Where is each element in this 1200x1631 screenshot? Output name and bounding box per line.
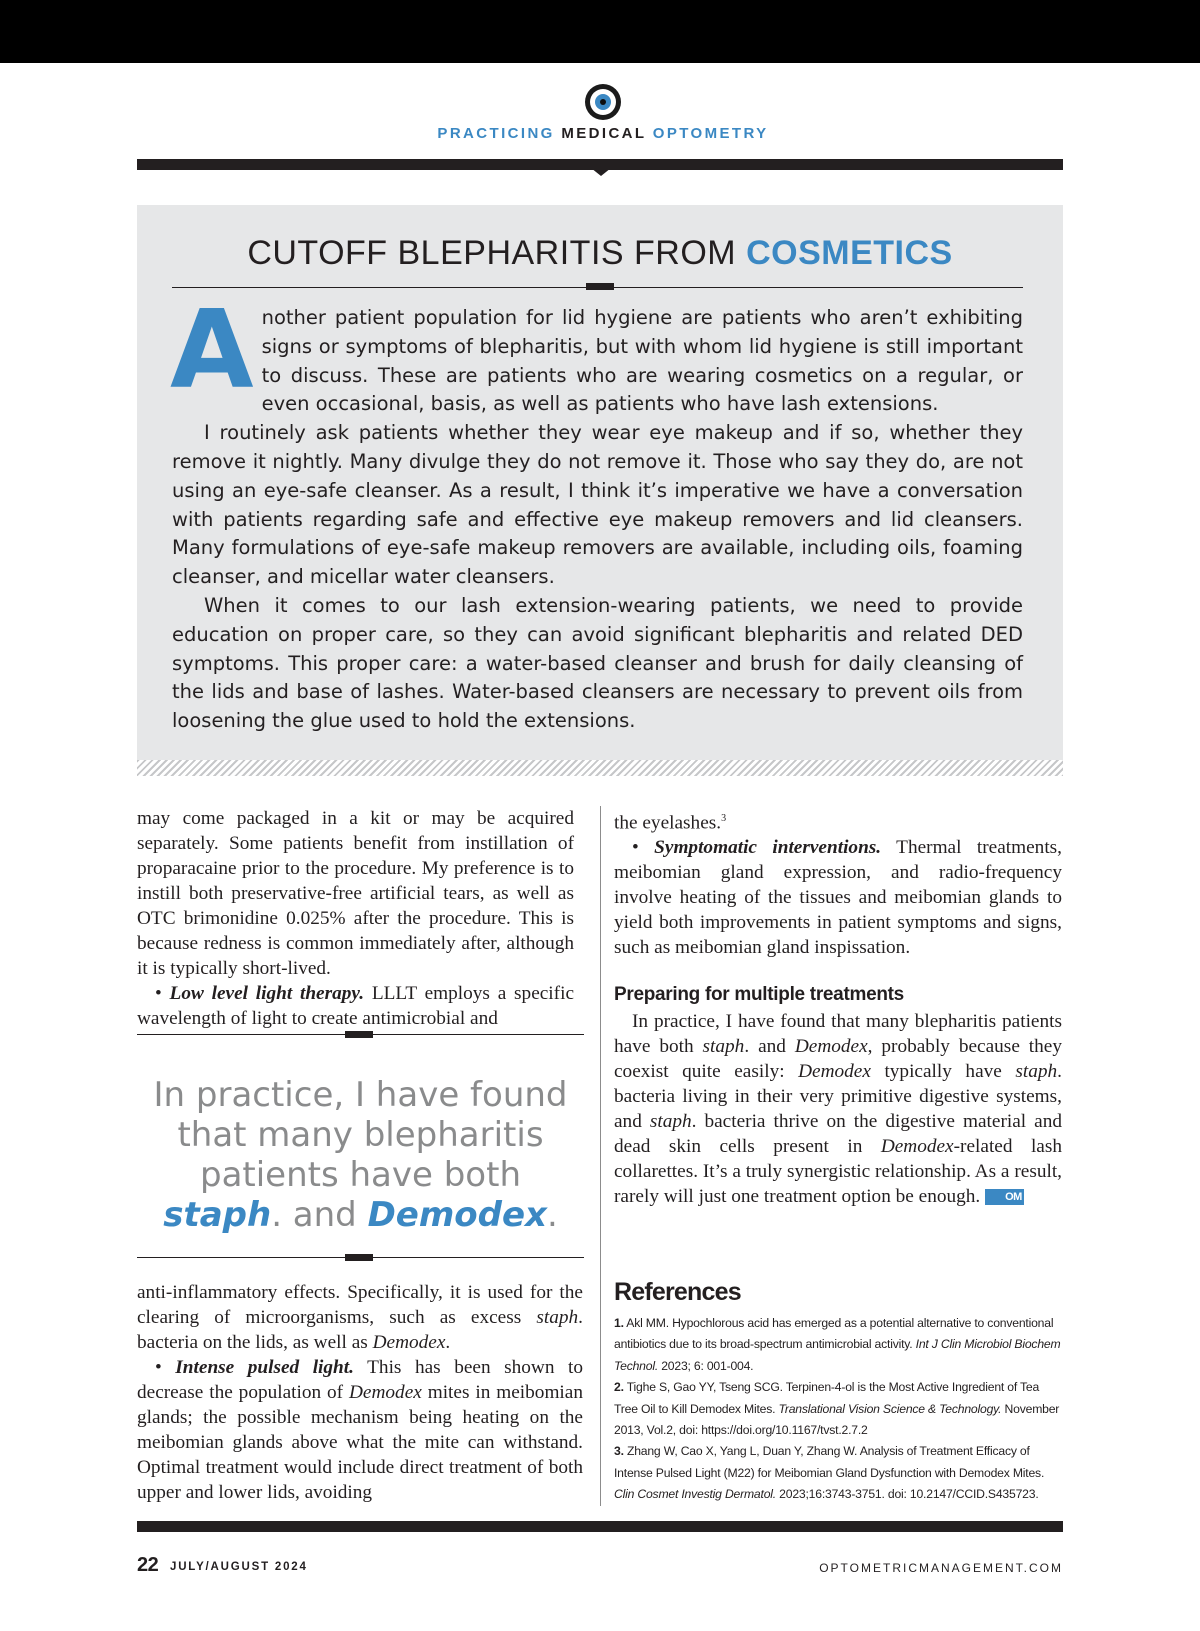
right-paragraph-1 [614, 806, 1062, 835]
reference-item [614, 1441, 1062, 1505]
sidebar-hatch-border [137, 760, 1063, 776]
italic-term: Demodex [880, 1136, 954, 1158]
symptomatic-item [614, 835, 1062, 960]
pull-quote-period: . [546, 1195, 558, 1235]
italic-term: staph [702, 1036, 745, 1058]
italic-term: Demodex [349, 1382, 422, 1403]
eye-icon [585, 84, 621, 120]
symptomatic-title: Symptomatic interventions. [654, 837, 882, 859]
right-column [614, 806, 1062, 1209]
bullet: • [632, 837, 639, 859]
sidebar-title-accent: COSMETICS [746, 234, 953, 272]
lllt-title: Low level light therapy. [169, 983, 365, 1004]
reference-journal: Int J Clin Microbiol Biochem Technol. [614, 1337, 1061, 1373]
italic-term: staph [1015, 1061, 1058, 1083]
text-run: , probably because they coexist quite easily: [614, 1036, 1062, 1083]
reference-journal: Clin Cosmet Investig Dermatol. [614, 1487, 776, 1502]
italic-term: Demodex [794, 1036, 868, 1058]
reference-item [614, 1377, 1062, 1441]
section-word-practicing: PRACTICING [437, 125, 555, 142]
references-list [614, 1313, 1062, 1506]
section-label [0, 125, 1200, 142]
text-run: typically have [870, 1061, 1016, 1083]
top-black-band [0, 0, 1200, 63]
text-run: . bacteria on the lids, as well as [137, 1307, 583, 1353]
column-divider [600, 806, 601, 1506]
reference-text: Tighe S, Gao YY, Tseng SCG. Terpinen-4-ol is the Most Active Ingredient of Tea Tree Oil to Kill Demodex Mites. [614, 1380, 1040, 1416]
text-run: . bacteria living in their very primitive digestive systems, and [614, 1061, 1062, 1133]
reference-number: 1. [614, 1316, 624, 1330]
footer-rule [137, 1521, 1063, 1532]
left-column-top [137, 806, 574, 1031]
sidebar-body [170, 288, 1023, 736]
sidebar-paragraph-1 [170, 288, 1023, 419]
lllt-item [137, 981, 574, 1031]
text-run: . [445, 1332, 451, 1353]
italic-term: Demodex [798, 1061, 871, 1083]
text-run: -related lash collarettes. It’s a truly synergistic relationship. As a result, rarely will just one treatment option be enough. [614, 1136, 1063, 1208]
italic-term: Demodex [372, 1332, 446, 1353]
subhead-preparing: Preparing for multiple treatments [614, 984, 904, 1006]
page-number: 22 [137, 1554, 159, 1576]
reference-journal: Translational Vision Science & Technology. [778, 1401, 1002, 1416]
sidebar-paragraph-1-text: nother patient population for lid hygiene are patients who aren’t exhibiting signs or symptoms of blepharitis, but with whom lid hygiene is still important to discuss. These are patients who are wearing cosmetics on a regular, or even occasional, basis, as well as patients who have lash extensions. [261, 306, 1023, 416]
text-run: This has been shown to decrease the population of [137, 1357, 583, 1403]
end-of-article-badge: OM [985, 1189, 1024, 1205]
sidebar-paragraph-2: I routinely ask patients whether they wear eye makeup and if so, whether they remove it nightly. Many divulge they do not remove it. Those who say they do, are not using an eye-safe cleanser. As a result, I think it’s imperative we have a conversation with patients regarding safe and effective eye makeup removers and lid cleansers. Many formulations of eye-safe makeup removers are available, including oils, foaming cleanser, and micellar water cleansers. [172, 421, 1023, 589]
section-rule-notch [591, 168, 611, 176]
text-run: mites in meibomian glands; the possible mechanism being heating on the meibomian glands above what the mite can withstand. Optimal treatment would include direct treatment of both upper and lower lids, avoiding [137, 1382, 583, 1503]
pull-quote-text: In practice, I have found that many blepharitis patients have both [153, 1075, 568, 1195]
text-run: In practice, I have found that many blepharitis patients have both [614, 1011, 1062, 1058]
reference-tail: 2023;16:3743-3751. doi: 10.2147/CCID.S435723. [775, 1487, 1039, 1502]
left-paragraph-continued [137, 1280, 583, 1355]
reference-tail: November 2013, Vol.2, doi: https://doi.org/10.1167/tvst.2.7.2 [614, 1401, 1060, 1438]
lllt-text: LLLT employs a specific wavelength of light to create antimicrobial and [137, 983, 574, 1029]
website-link[interactable]: OPTOMETRICMANAGEMENT.COM [819, 1561, 1063, 1575]
drop-cap: A [170, 288, 254, 413]
bullet: • [155, 1357, 162, 1378]
bullet: • [155, 983, 162, 1004]
right-paragraph-2 [614, 1009, 1062, 1209]
issue-date: JULY/AUGUST 2024 [170, 1561, 308, 1573]
reference-item [614, 1313, 1062, 1377]
text-run: the eyelashes. [614, 812, 722, 834]
section-word-optometry: OPTOMETRY [652, 125, 769, 142]
sidebar-title-plain: CUTOFF BLEPHARITIS FROM [247, 234, 737, 272]
pull-quote-and: . and [271, 1195, 368, 1235]
reference-text: Zhang W, Cao X, Yang L, Duan Y, Zhang W. Analysis of Treatment Efficacy of Intense Pulsed Light (M22) for Meibomian Gland Dysfunction with Demodex Mites. [614, 1444, 1045, 1480]
left-paragraph-1: may come packaged in a kit or may be acquired separately. Some patients benefit from instillation of proparacaine prior to the procedure. My preference is to instill both preservative-free artificial tears, as well as OTC brimonidine 0.025% after the procedure. This is because redness is common immediately after, although it is typically short-lived. [137, 808, 574, 979]
left-column-bottom [137, 1280, 583, 1505]
sidebar-title-rule-mark [586, 283, 614, 290]
reference-number: 3. [614, 1444, 624, 1459]
citation-superscript: 3 [721, 813, 727, 824]
italic-term: staph [649, 1111, 692, 1133]
pull-quote-demodex: Demodex [367, 1195, 547, 1235]
pull-quote [137, 1075, 584, 1235]
reference-tail: 2023; 6: 001-004. [658, 1358, 754, 1373]
reference-text: Akl MM. Hypochlorous acid has emerged as a potential alternative to conventional antibiotics due to its broad-spectrum antimicrobial activity. [614, 1316, 1054, 1352]
ipl-item [137, 1355, 583, 1505]
sidebar-paragraph-3: When it comes to our lash extension-wearing patients, we need to provide education on proper care, so they can avoid significant blepharitis and related DED symptoms. This proper care: a water-based cleanser and brush for daily cleansing of the lids and base of lashes. Water-based cleansers are necessary to prevent oils from loosening the glue used to hold the extensions. [172, 593, 1023, 733]
pull-quote-top-mark [345, 1031, 373, 1038]
sidebar-title [137, 234, 1063, 273]
pull-quote-bottom-mark [345, 1254, 373, 1261]
text-run: . and [744, 1036, 795, 1058]
symptomatic-text: Thermal treatments, meibomian gland expression, and radio-frequency involve heating of the tissues and meibomian glands to yield both improvements in patient symptoms and signs, such as meibomian gland inspissation. [614, 837, 1062, 959]
text-run: anti-inflammatory effects. Specifically, it is used for the clearing of microorganisms, such as excess [137, 1282, 583, 1328]
ipl-title: Intense pulsed light. [175, 1357, 354, 1378]
italic-term: staph [536, 1307, 579, 1328]
reference-number: 2. [614, 1380, 624, 1395]
section-word-medical: MEDICAL [561, 125, 647, 142]
text-run: . bacteria thrive on the digestive material and dead skin cells present in [614, 1111, 1062, 1158]
references-title: References [614, 1278, 741, 1306]
pull-quote-staph: staph [163, 1195, 272, 1235]
